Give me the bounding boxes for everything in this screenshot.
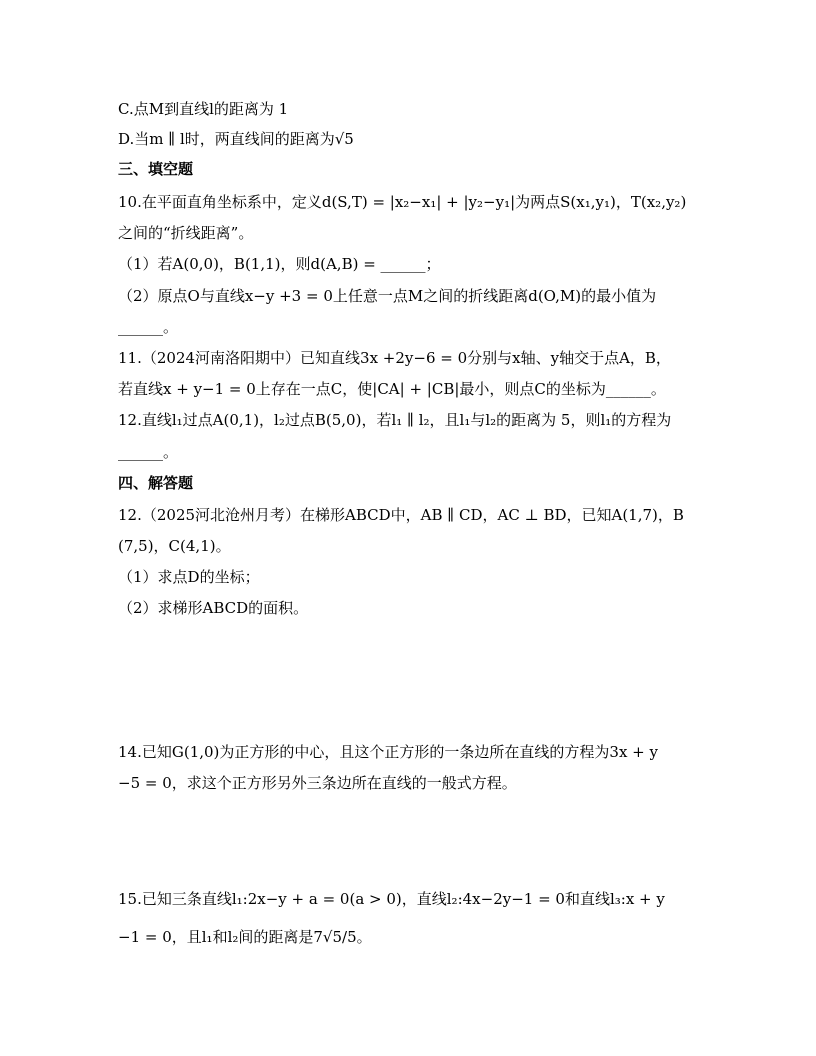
section-heading-fill-blank: 三、填空题 [118,160,194,178]
question-14-line-2: −5 = 0，求这个正方形另外三条边所在直线的一般式方程。 [118,774,517,792]
question-10-part-2-line-1: （2）原点O与直线x−y +3 = 0上任意一点M之间的折线距离d(O,M)的最小值为 [118,287,657,305]
question-12b-line-1: 12.（2025河北沧州月考）在梯形ABCD中，AB ∥ CD，AC ⊥ BD，已知A(1,7)，B [118,506,684,524]
question-12b-part-2: （2）求梯形ABCD的面积。 [118,599,309,617]
question-11-line-2: 若直线x + y−1 = 0上存在一点C，使|CA| + |CB|最小，则点C的坐标为______。 [118,380,666,398]
question-12b-line-2: (7,5)，C(4,1)。 [118,537,231,555]
question-15-line-2: −1 = 0，且l₁和l₂间的距离是7√5/5。 [118,928,372,946]
question-12-line-2: ______。 [118,443,179,461]
question-10-part-2-line-2: ______。 [118,318,179,336]
question-15-line-1: 15.已知三条直线l₁:2x−y + a = 0(a > 0)，直线l₂:4x−2y−1 = 0和直线l₃:x + y [118,890,665,908]
section-heading-answer: 四、解答题 [118,474,194,492]
option-d: D.当m ∥ l时，两直线间的距离为√5 [118,130,354,148]
question-12b-part-1: （1）求点D的坐标； [118,568,260,586]
question-10-line-1: 10.在平面直角坐标系中，定义d(S,T) = |x₂−x₁| + |y₂−y₁|为两点S(x₁,y₁)，T(x₂,y₂) [118,193,687,211]
question-10-line-2: 之间的“折线距离”。 [118,224,254,242]
question-14-line-1: 14.已知G(1,0)为正方形的中心，且这个正方形的一条边所在直线的方程为3x + y [118,743,658,761]
question-10-part-1: （1）若A(0,0)，B(1,1)，则d(A,B) = ______； [118,255,441,273]
question-12-line-1: 12.直线l₁过点A(0,1)，l₂过点B(5,0)，若l₁ ∥ l₂，且l₁与l₂的距离为 5，则l₁的方程为 [118,411,672,429]
option-c: C.点M到直线l的距离为 1 [118,100,289,118]
question-11-line-1: 11.（2024河南洛阳期中）已知直线3x +2y−6 = 0分别与x轴、y轴交于点A，B， [118,349,671,367]
